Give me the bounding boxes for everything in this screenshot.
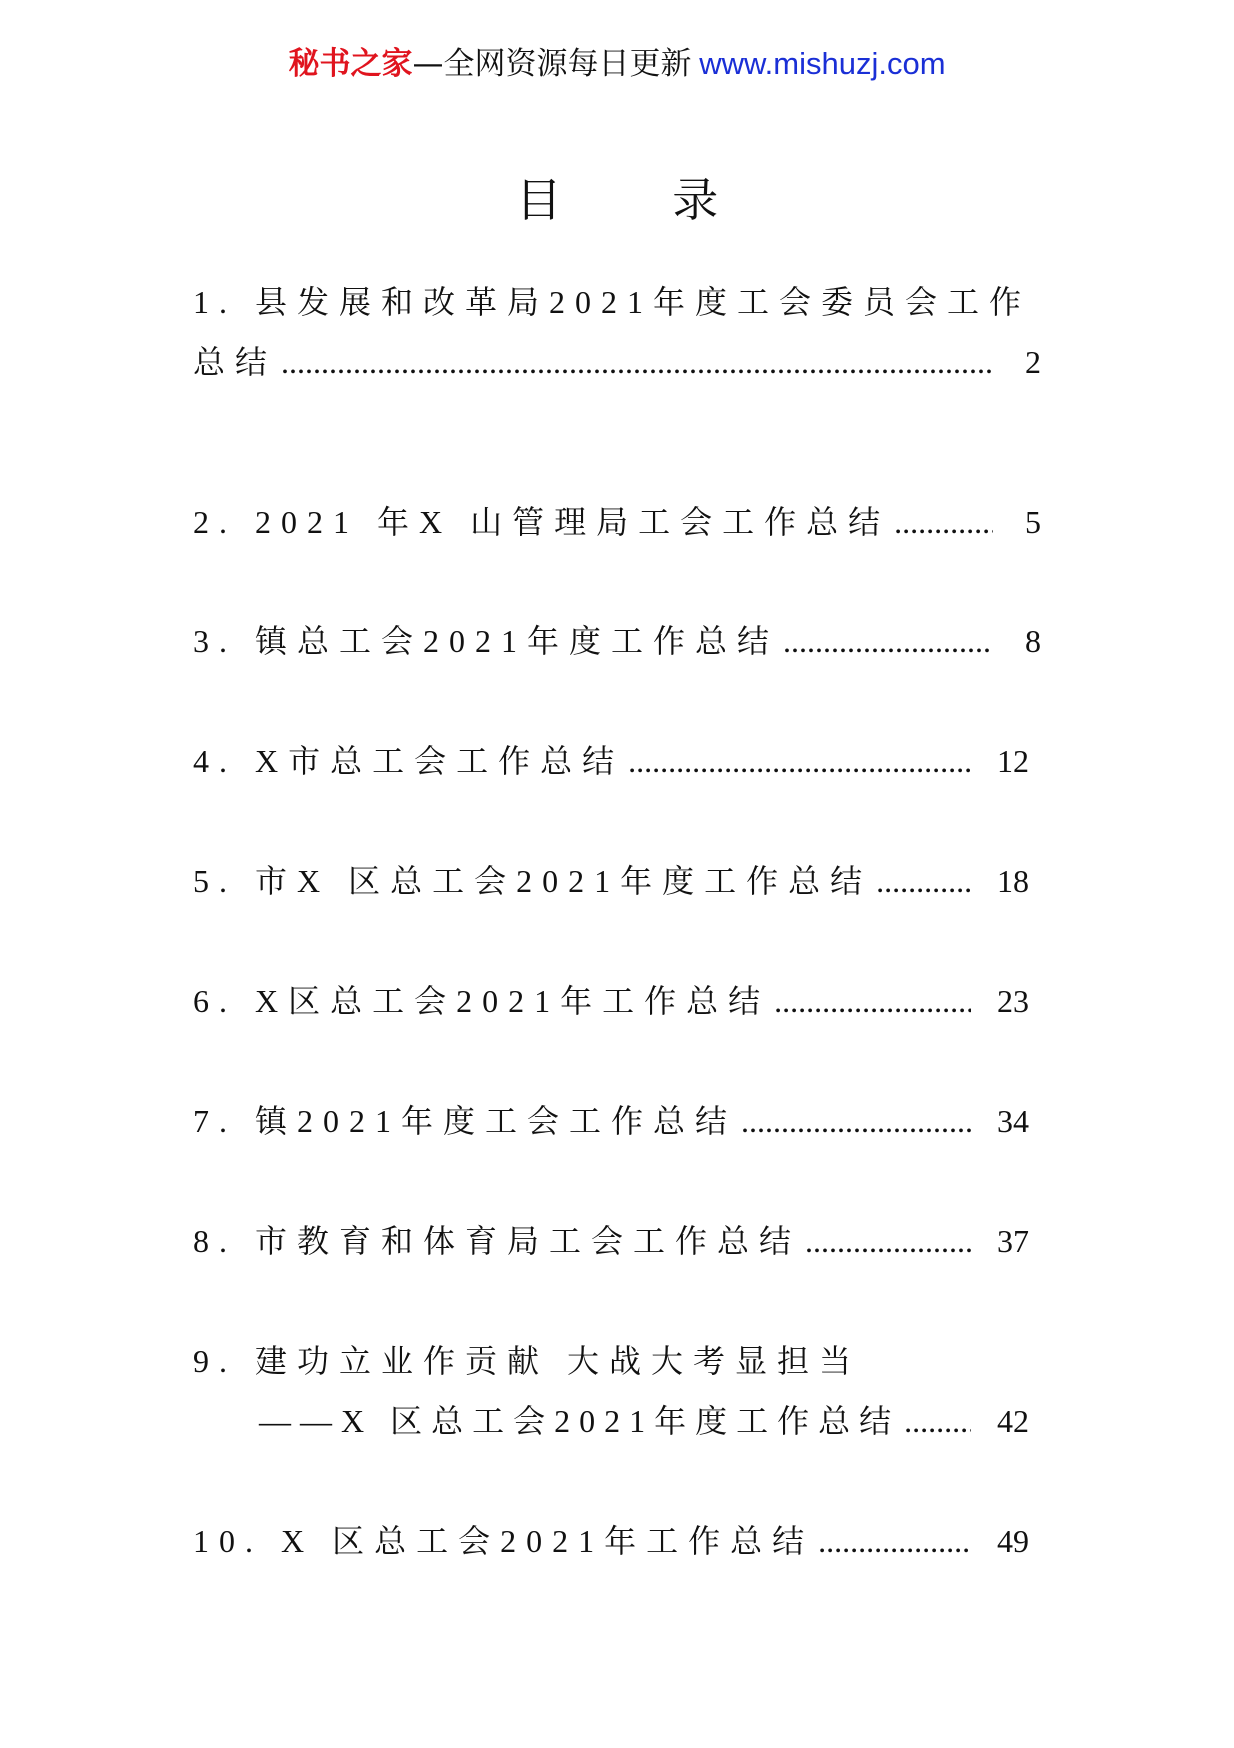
dot-leader	[894, 492, 993, 552]
toc-entry-text: 6. X区总工会2021年工作总结	[193, 983, 771, 1019]
toc-entry-5[interactable]	[193, 851, 1041, 911]
toc-entry-text-cont: 总结	[193, 344, 278, 380]
toc-page-number: 34	[997, 1103, 1029, 1139]
toc-page-number: 37	[997, 1223, 1029, 1259]
toc-entry-text: 1. 县发展和改革局2021年度工会委员会工作	[193, 284, 1032, 320]
toc-entry-1[interactable]	[193, 272, 1041, 392]
toc-entry-7[interactable]	[193, 1091, 1041, 1151]
dot-leader	[741, 1091, 971, 1151]
toc-entry-text: 4. X市总工会工作总结	[193, 743, 625, 779]
toc-entry-8[interactable]	[193, 1211, 1041, 1271]
toc-page-number: 42	[997, 1403, 1029, 1439]
header-slogan: —全网资源每日更新	[412, 46, 692, 82]
toc-entry-10[interactable]	[193, 1511, 1041, 1571]
toc-page-number: 2	[1025, 344, 1041, 380]
dot-leader	[805, 1211, 971, 1271]
toc-entry-2[interactable]	[193, 492, 1041, 552]
toc-entry-6[interactable]	[193, 971, 1041, 1031]
dot-leader	[783, 611, 993, 671]
dot-leader	[818, 1511, 971, 1571]
dot-leader	[628, 731, 971, 791]
dot-leader	[281, 332, 993, 392]
dot-leader	[774, 971, 971, 1031]
toc-entry-text: 2. 2021 年X 山管理局工会工作总结	[193, 504, 891, 540]
toc-entry-text: 10. X 区总工会2021年工作总结	[193, 1523, 815, 1559]
toc-entry-9[interactable]	[193, 1331, 1041, 1451]
toc-page-number: 18	[997, 863, 1029, 899]
page-title: 目 录	[515, 173, 767, 227]
toc-entry-text: 9. 建功立业作贡献 大战大考显担当	[193, 1343, 862, 1379]
toc-page-number: 23	[997, 983, 1029, 1019]
dot-leader	[904, 1391, 971, 1451]
toc-entry-text: 8. 市教育和体育局工会工作总结	[193, 1223, 802, 1259]
brand-name: 秘书之家	[288, 46, 413, 82]
toc-entry-text: 7. 镇2021年度工会工作总结	[193, 1103, 738, 1139]
dot-leader	[876, 851, 971, 911]
site-url-link[interactable]: www.mishuzj.com	[699, 46, 946, 81]
toc-page-number: 49	[997, 1523, 1029, 1559]
toc-entry-4[interactable]	[193, 731, 1041, 791]
site-header	[0, 44, 1234, 84]
toc-page-number: 12	[997, 743, 1029, 779]
toc-entry-3[interactable]	[193, 611, 1041, 671]
toc-page-number: 8	[1025, 623, 1041, 659]
toc-entry-subtitle: ——X 区总工会2021年度工作总结	[259, 1403, 901, 1439]
toc-entry-text: 5. 市X 区总工会2021年度工作总结	[193, 863, 873, 899]
toc-page-number: 5	[1025, 504, 1041, 540]
toc-entry-text: 3. 镇总工会2021年度工作总结	[193, 623, 780, 659]
